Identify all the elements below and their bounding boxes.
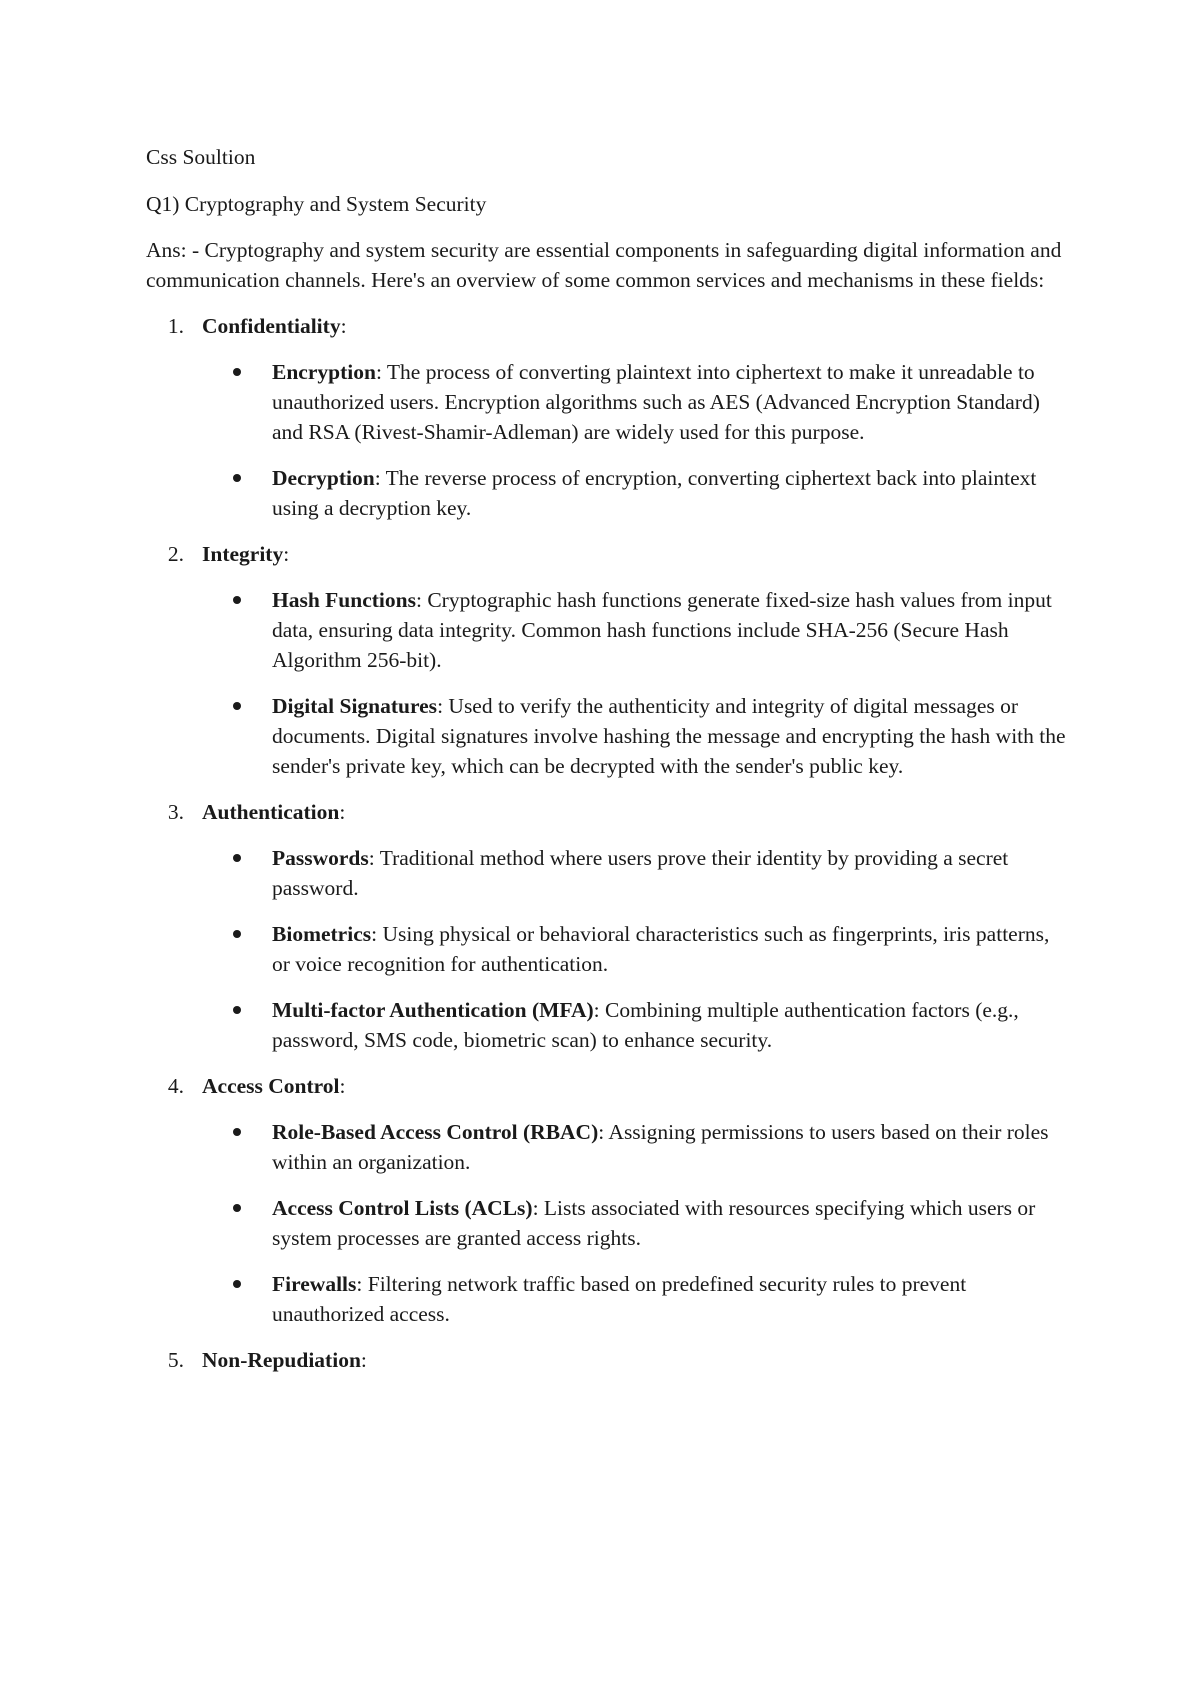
list-item (146, 843, 1066, 903)
point-term: Multi-factor Authentication (MFA) (272, 998, 594, 1022)
point-text: : The process of converting plaintext into ciphertext to make it unreadable to unauthorized users. Encryption algorithms such as AES (Advanced Encryption Standard) and RSA (Rivest-Shamir-Adleman) are widely used for this purpose. (272, 360, 1040, 444)
section-list (146, 311, 1066, 1375)
document-page (146, 142, 1066, 1391)
list-item (146, 463, 1066, 523)
list-item (146, 691, 1066, 781)
section-authentication (146, 797, 1066, 1055)
section-label: Authentication (202, 800, 340, 824)
section-number: 4. (167, 1074, 184, 1098)
section-number: 2. (167, 542, 184, 566)
point-term: Passwords (272, 846, 369, 870)
bullet-icon (233, 930, 241, 938)
bullet-icon (233, 1204, 241, 1212)
section-access-control (146, 1071, 1066, 1329)
bullet-icon (233, 474, 241, 482)
point-text: : Assigning permissions to users based on their roles within an organization. (272, 1120, 1049, 1174)
section-confidentiality (146, 311, 1066, 523)
point-text: : Used to verify the authenticity and integrity of digital messages or documents. Digital signatures involve hashing the message and encrypting the hash with the sender's private key, which can be decrypted with the sender's public key. (272, 694, 1066, 778)
section-integrity (146, 539, 1066, 781)
section-number: 1. (167, 314, 184, 338)
section-number: 5. (167, 1348, 184, 1372)
point-term: Firewalls (272, 1272, 357, 1296)
document-title: Css Soultion (146, 145, 256, 169)
list-item (146, 995, 1066, 1055)
point-text: : Using physical or behavioral characteristics such as fingerprints, iris patterns, or voice recognition for authentication. (272, 922, 1050, 976)
list-item (146, 357, 1066, 447)
list-item (146, 585, 1066, 675)
section-suffix: : (283, 542, 290, 566)
point-text: : Filtering network traffic based on predefined security rules to prevent unauthorized access. (272, 1272, 967, 1326)
point-text: : Cryptographic hash functions generate fixed-size hash values from input data, ensuring data integrity. Common hash functions include SHA-256 (Secure Hash Algorithm 256-bit). (272, 588, 1052, 672)
point-term: Hash Functions (272, 588, 416, 612)
point-term: Biometrics (272, 922, 372, 946)
point-term: Role-Based Access Control (RBAC) (272, 1120, 599, 1144)
point-text: : Combining multiple authentication factors (e.g., password, SMS code, biometric scan) to enhance security. (272, 998, 1019, 1052)
list-item (146, 1117, 1066, 1177)
point-term: Decryption (272, 466, 375, 490)
answer-paragraph: Ans: - Cryptography and system security are essential components in safeguarding digital information and communication channels. Here's an overview of some common services and mechanisms in these fields: (146, 238, 1062, 292)
bullet-icon (233, 1280, 241, 1288)
bullet-icon (233, 596, 241, 604)
point-text: : Lists associated with resources specifying which users or system processes are granted access rights. (272, 1196, 1036, 1250)
section-number: 3. (167, 800, 184, 824)
section-label: Access Control (202, 1074, 340, 1098)
section-label: Integrity (202, 542, 284, 566)
bullet-icon (233, 702, 241, 710)
point-term: Digital Signatures (272, 694, 438, 718)
question-heading: Q1) Cryptography and System Security (146, 192, 487, 216)
point-term: Access Control Lists (ACLs) (272, 1196, 533, 1220)
section-suffix: : (360, 1348, 367, 1372)
section-non-repudiation (146, 1345, 1066, 1375)
list-item (146, 919, 1066, 979)
bullet-icon (233, 1128, 241, 1136)
point-text: : The reverse process of encryption, converting ciphertext back into plaintext using a decryption key. (272, 466, 1037, 520)
section-suffix: : (339, 1074, 346, 1098)
point-text: : Traditional method where users prove their identity by providing a secret password. (272, 846, 1009, 900)
bullet-icon (233, 1006, 241, 1014)
section-suffix: : (339, 800, 346, 824)
point-term: Encryption (272, 360, 376, 384)
list-item (146, 1193, 1066, 1253)
section-label: Non-Repudiation (202, 1348, 361, 1372)
list-item (146, 1269, 1066, 1329)
bullet-icon (233, 368, 241, 376)
bullet-icon (233, 854, 241, 862)
section-suffix: : (340, 314, 347, 338)
section-label: Confidentiality (202, 314, 341, 338)
